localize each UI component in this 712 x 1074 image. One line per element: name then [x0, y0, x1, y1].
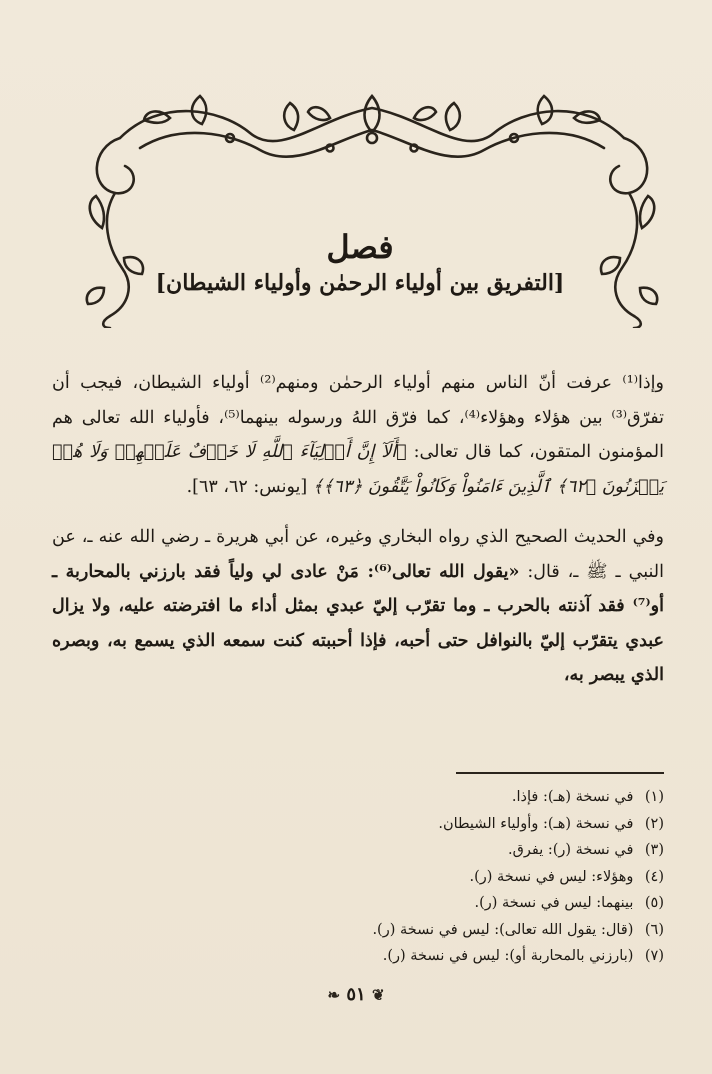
- paragraph-1-text: وإذا⁽¹⁾ عرفت أنّ الناس منهم أولياء الرحمٰن ومنهم⁽²⁾ أولياء الشيطان، فيجب أن تفرّق⁽³⁾ بين هؤلاء وهؤلاء⁽⁴⁾، كما فرّق اللهُ ورسوله بينهما⁽⁵⁾، فأولياء الله تعالى هم المؤمنون المتقون، كما قال تعالى:: [52, 373, 665, 462]
- footnote-separator: [456, 772, 664, 774]
- hadith-text: «يقول الله تعالى⁽⁶⁾: مَنْ عادى لي ولياً فقد بارزني بالمحاربة ـ أو⁽⁷⁾ فقد آذنته بالحرب ـ وما تقرّب إليّ عبدي بمثل أداء ما افترضته عليه، ولا يزال عبدي يتقرّب إليّ بالنوافل حتى أحبه، فإذا أحببته كنت سمعه الذي يسمع به، وبصره الذي يبصر به،: [52, 561, 664, 685]
- page-number-ornament-right: ❦: [371, 986, 385, 1004]
- footnote-item: (٦) (قال: يقول الله تعالى): ليس في نسخة (ر).: [372, 921, 664, 938]
- footnote-item: (٥) بينهما: ليس في نسخة (ر).: [474, 895, 664, 911]
- page-number: [300, 984, 412, 1005]
- paragraph-2-text: وفي الحديث الصحيح الذي رواه البخاري وغيره، عن أبي هريرة ـ رضي الله عنه ـ، عن النبي ـ ﷺ ـ، قال:: [52, 527, 664, 582]
- footnote-item: (١) في نسخة (هـ): فإذا.: [511, 789, 664, 805]
- main-text: [52, 366, 664, 693]
- footnote-item: (٣) في نسخة (ر): يفرق.: [508, 842, 664, 858]
- chapter-heading: [150, 228, 570, 298]
- page-number-ornament-left: ❧: [327, 986, 341, 1004]
- footnote-item: (٤) وهؤلاء: ليس في نسخة (ر).: [469, 868, 664, 885]
- footnote-item: (٧) (بارزني بالمحاربة أو): ليس في نسخة (ر).: [382, 948, 664, 964]
- chapter-title: فصل: [326, 228, 394, 266]
- quran-verse: ﴿أَلَآ إِنَّ أَوۡلِيَآءَ ٱللَّهِ لَا خَوۡفٌ عَلَيۡهِمۡ وَلَا هُمۡ يَحۡزَنُونَ ﴿٦٢﴾ ٱلَّذِينَ ءَامَنُواْ وَكَانُواْ يَتَّقُونَ ﴿٦٣﴾﴾: [52, 442, 664, 497]
- footnote-item: (٢) في نسخة (هـ): وأولياء الشيطان.: [438, 815, 664, 832]
- chapter-subtitle: [التفريق بين أولياء الرحمٰن وأولياء الشيطان]: [155, 270, 565, 296]
- footnotes: [300, 784, 664, 970]
- quran-reference: [يونس: ٦٢، ٦٣].: [186, 476, 313, 497]
- page-number-value: ٥١: [346, 984, 366, 1005]
- paragraph-1: [52, 366, 664, 504]
- paragraph-2: [52, 520, 664, 693]
